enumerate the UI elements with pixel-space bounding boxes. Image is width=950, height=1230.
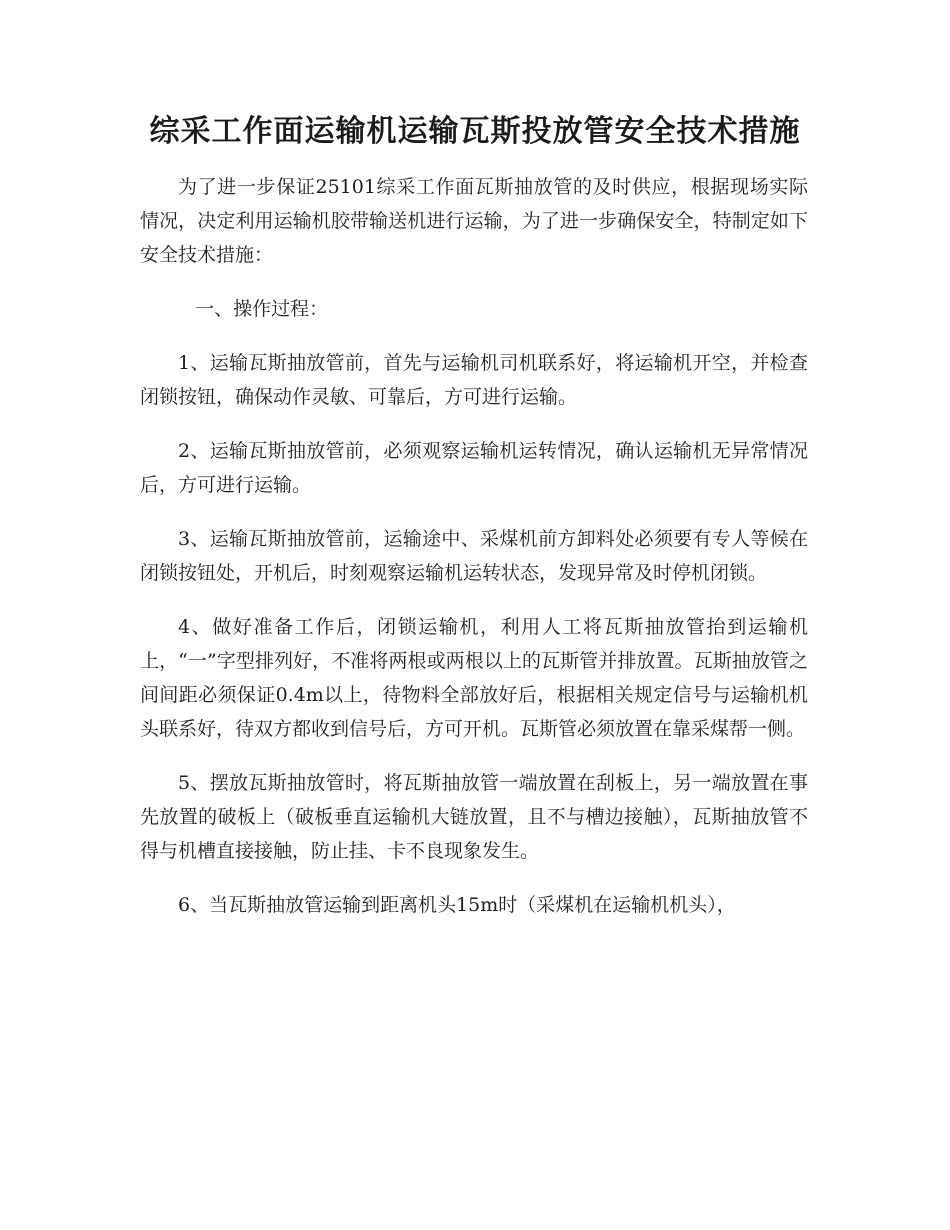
intro-paragraph: 为了进一步保证25101综采工作面瓦斯抽放管的及时供应，根据现场实际情况，决定利用运输机胶带输送机进行运输，为了进一步确保安全，特制定如下安全技术措施： xyxy=(140,176,808,266)
list-item-4: 4、做好准备工作后，闭锁运输机，利用人工将瓦斯抽放管抬到运输机上，“一”字型排列好，不准将两根或两根以上的瓦斯管并排放置。瓦斯抽放管之间间距必须保证0.4m以上，待物料全部放好后，根据相关规定信号与运输机机头联系好，待双方都收到信号后，方可开机。瓦斯管必须放置在靠采煤帮一侧。 xyxy=(140,616,808,740)
list-item-1: 1、运输瓦斯抽放管前，首先与运输机司机联系好，将运输机开空，并检查闭锁按钮，确保动作灵敏、可靠后，方可进行运输。 xyxy=(140,352,808,408)
document-body xyxy=(140,170,808,942)
list-item-6: 6、当瓦斯抽放管运输到距离机头15m时（采煤机在运输机机头）， xyxy=(178,894,736,916)
list-item-2: 2、运输瓦斯抽放管前，必须观察运输机运转情况，确认运输机无异常情况后，方可进行运输。 xyxy=(140,440,808,496)
document-title: 综采工作面运输机运输瓦斯投放管安全技术措施 xyxy=(149,114,801,149)
section-heading: 一、操作过程： xyxy=(195,298,329,320)
list-item-5: 5、摆放瓦斯抽放管时，将瓦斯抽放管一端放置在刮板上，另一端放置在事先放置的破板上（破板垂直运输机大链放置，且不与槽边接触），瓦斯抽放管不得与机槽直接接触，防止挂、卡不良现象发生。 xyxy=(140,772,808,862)
list-item-3: 3、运输瓦斯抽放管前，运输途中、采煤机前方卸料处必须要有专人等候在闭锁按钮处，开机后，时刻观察运输机运转状态，发现异常及时停机闭锁。 xyxy=(140,528,808,584)
